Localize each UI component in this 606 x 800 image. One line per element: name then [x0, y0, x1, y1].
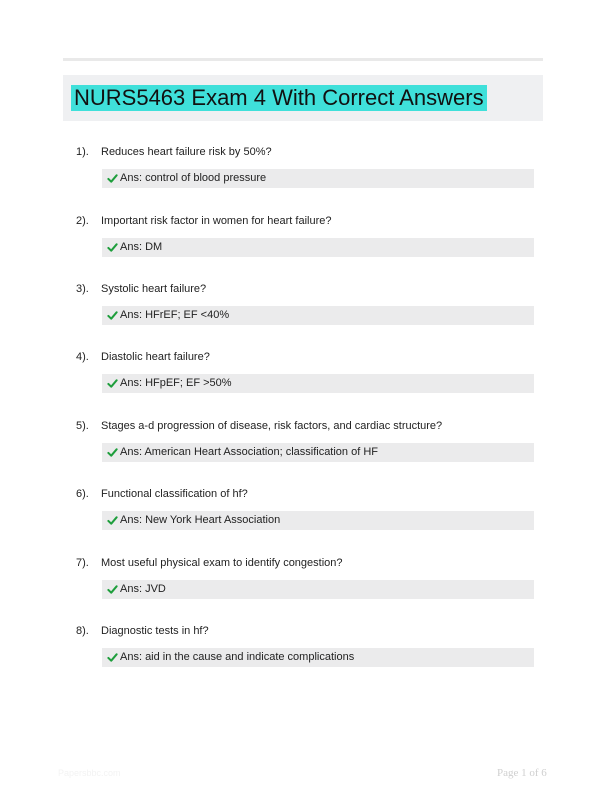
check-icon	[107, 242, 118, 253]
question-item	[0, 624, 606, 684]
page-number: Page 1 of 6	[497, 767, 547, 779]
question-item	[0, 145, 606, 205]
page-title: NURS5463 Exam 4 With Correct Answers	[71, 85, 487, 111]
answer-box	[102, 169, 534, 188]
question-text: Stages a-d progression of disease, risk factors, and cardiac structure?	[101, 420, 443, 432]
question-text: Most useful physical exam to identify congestion?	[101, 557, 343, 569]
title-band	[63, 75, 543, 121]
answer-text: Ans: DM	[120, 241, 163, 253]
answer-box	[102, 511, 534, 530]
answer-text: Ans: American Heart Association; classification of HF	[120, 446, 378, 458]
question-text: Important risk factor in women for heart failure?	[101, 215, 332, 227]
question-item	[0, 556, 606, 616]
answer-text: Ans: JVD	[120, 583, 166, 595]
check-icon	[107, 173, 118, 184]
answer-text: Ans: New York Heart Association	[120, 514, 281, 526]
answer-box	[102, 306, 534, 325]
question-number: 8).	[76, 625, 89, 637]
check-icon	[107, 447, 118, 458]
check-icon	[107, 652, 118, 663]
question-text: Systolic heart failure?	[101, 283, 207, 295]
top-divider	[63, 58, 543, 61]
question-number: 2).	[76, 215, 89, 227]
answer-text: Ans: control of blood pressure	[120, 172, 267, 184]
question-number: 3).	[76, 283, 89, 295]
footer-watermark: Papersbbc.com	[58, 768, 121, 778]
question-item	[0, 350, 606, 410]
check-icon	[107, 378, 118, 389]
question-number: 7).	[76, 557, 89, 569]
question-text: Functional classification of hf?	[101, 488, 248, 500]
check-icon	[107, 310, 118, 321]
answer-box	[102, 580, 534, 599]
question-item	[0, 214, 606, 274]
check-icon	[107, 515, 118, 526]
answer-text: Ans: aid in the cause and indicate complications	[120, 651, 355, 663]
question-text: Reduces heart failure risk by 50%?	[101, 146, 272, 158]
question-number: 6).	[76, 488, 89, 500]
question-text: Diagnostic tests in hf?	[101, 625, 209, 637]
check-icon	[107, 584, 118, 595]
question-item	[0, 487, 606, 547]
answer-box	[102, 374, 534, 393]
answer-text: Ans: HFrEF; EF <40%	[120, 309, 230, 321]
question-item	[0, 419, 606, 479]
answer-box	[102, 443, 534, 462]
answer-box	[102, 238, 534, 257]
answer-box	[102, 648, 534, 667]
question-number: 5).	[76, 420, 89, 432]
question-item	[0, 282, 606, 342]
question-text: Diastolic heart failure?	[101, 351, 210, 363]
question-number: 1).	[76, 146, 89, 158]
answer-text: Ans: HFpEF; EF >50%	[120, 377, 232, 389]
question-number: 4).	[76, 351, 89, 363]
